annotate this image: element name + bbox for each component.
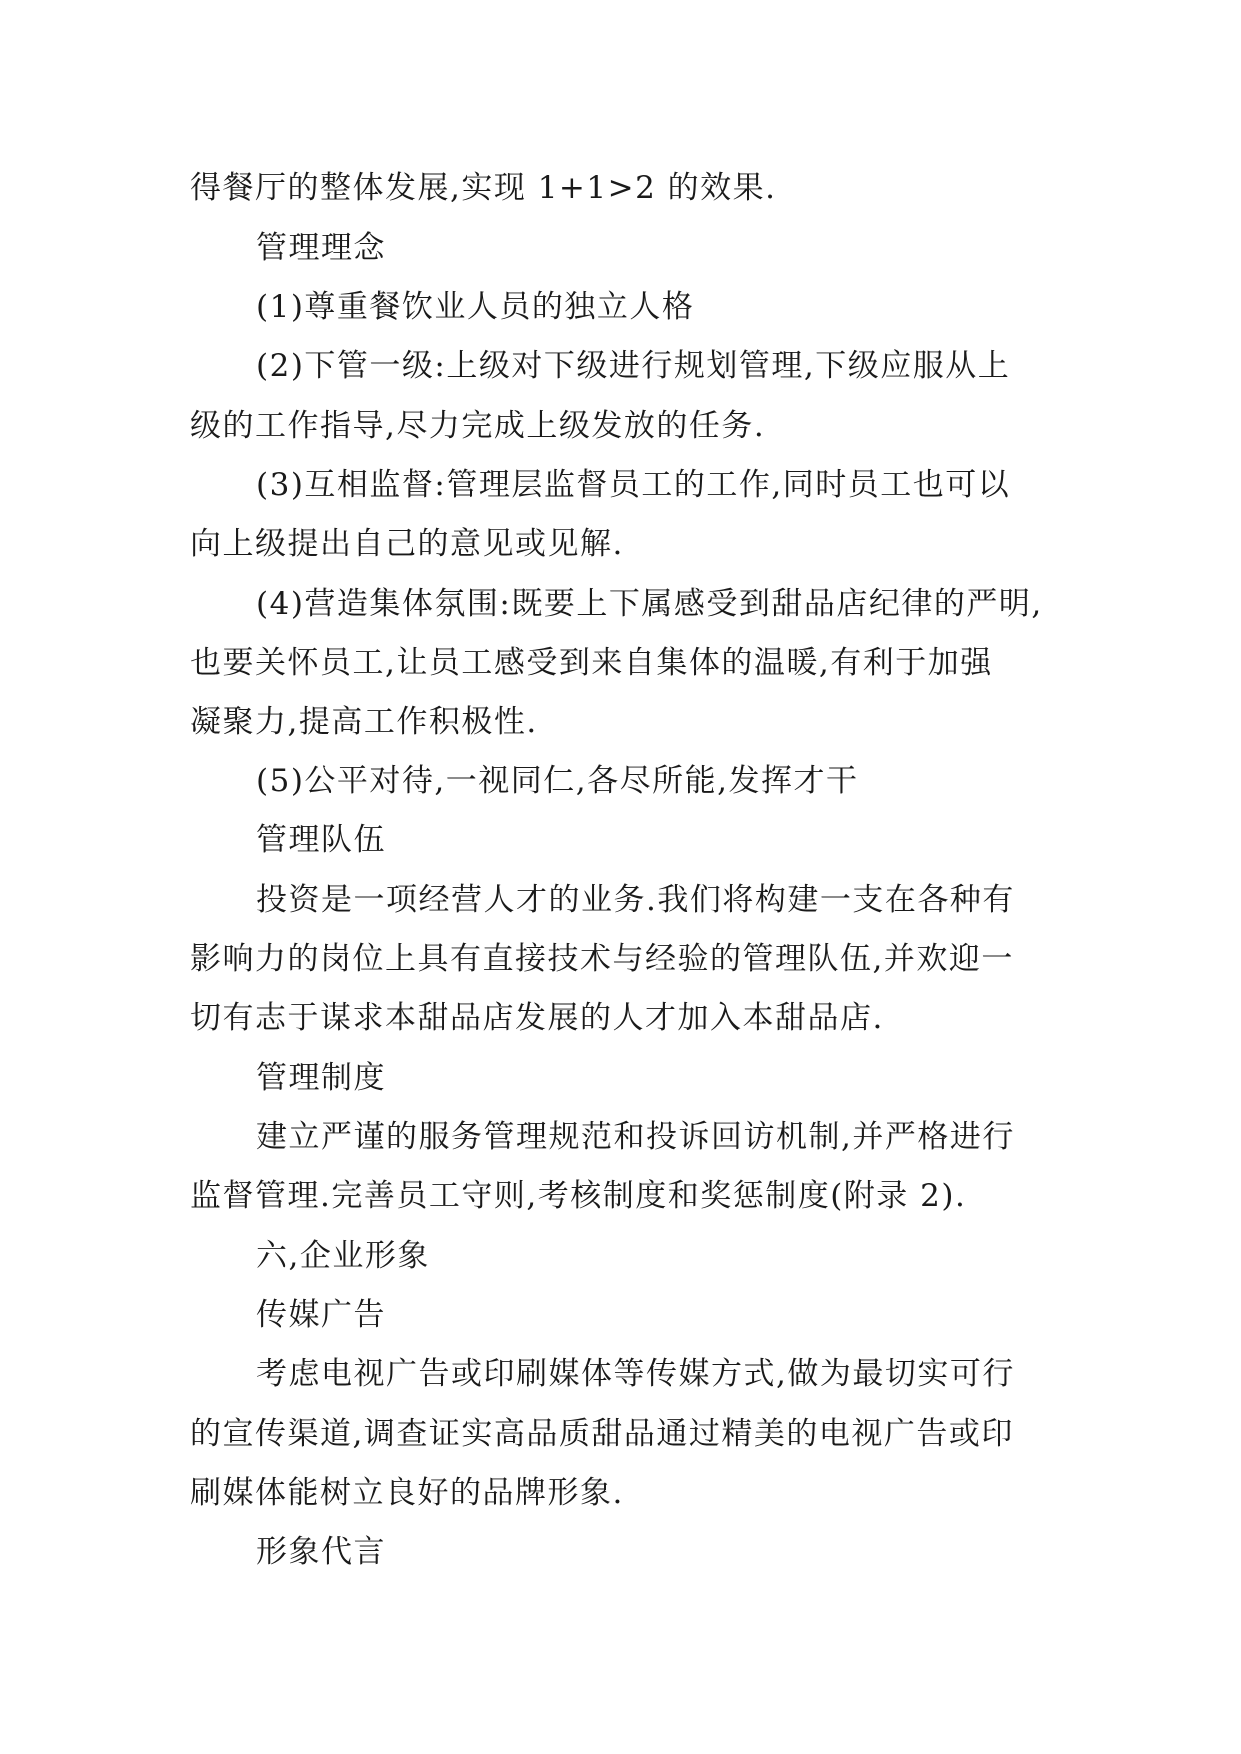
- text-line: 的宣传渠道,调查证实高品质甜品通过精美的电视广告或印: [190, 1416, 1014, 1452]
- section-heading: 形象代言: [256, 1534, 386, 1570]
- paragraph-line: 建立严谨的服务管理规范和投诉回访机制,并严格进行: [256, 1119, 1015, 1155]
- paragraph-line: 考虑电视广告或印刷媒体等传媒方式,做为最切实可行: [256, 1356, 1015, 1392]
- list-item: (4)营造集体氛围:既要上下属感受到甜品店纪律的严明,: [256, 586, 1043, 622]
- list-item: (1)尊重餐饮业人员的独立人格: [256, 289, 695, 325]
- section-heading: 管理队伍: [256, 822, 386, 858]
- paragraph-line: 投资是一项经营人才的业务.我们将构建一支在各种有: [256, 882, 1015, 918]
- text-line: 监督管理.完善员工守则,考核制度和奖惩制度(附录 2).: [190, 1178, 967, 1214]
- text-line: 切有志于谋求本甜品店发展的人才加入本甜品店.: [190, 1000, 884, 1036]
- text-line: 影响力的岗位上具有直接技术与经验的管理队伍,并欢迎一: [190, 941, 1014, 977]
- section-heading: 管理理念: [256, 230, 386, 266]
- text-line: 刷媒体能树立良好的品牌形象.: [190, 1475, 624, 1511]
- list-item: (2)下管一级:上级对下级进行规划管理,下级应服从上: [256, 348, 1011, 384]
- text-line: 级的工作指导,尽力完成上级发放的任务.: [190, 408, 766, 444]
- list-item: (5)公平对待,一视同仁,各尽所能,发挥才干: [256, 763, 859, 799]
- text-line: 得餐厅的整体发展,实现 1+1>2 的效果.: [190, 170, 777, 206]
- section-heading: 传媒广告: [256, 1297, 386, 1333]
- list-item: (3)互相监督:管理层监督员工的工作,同时员工也可以: [256, 467, 1011, 503]
- text-line: 也要关怀员工,让员工感受到来自集体的温暖,有利于加强: [190, 645, 993, 681]
- text-line: 凝聚力,提高工作积极性.: [190, 704, 538, 740]
- section-heading: 管理制度: [256, 1060, 386, 1096]
- text-line: 向上级提出自己的意见或见解.: [190, 526, 624, 562]
- chapter-heading: 六,企业形象: [256, 1238, 430, 1274]
